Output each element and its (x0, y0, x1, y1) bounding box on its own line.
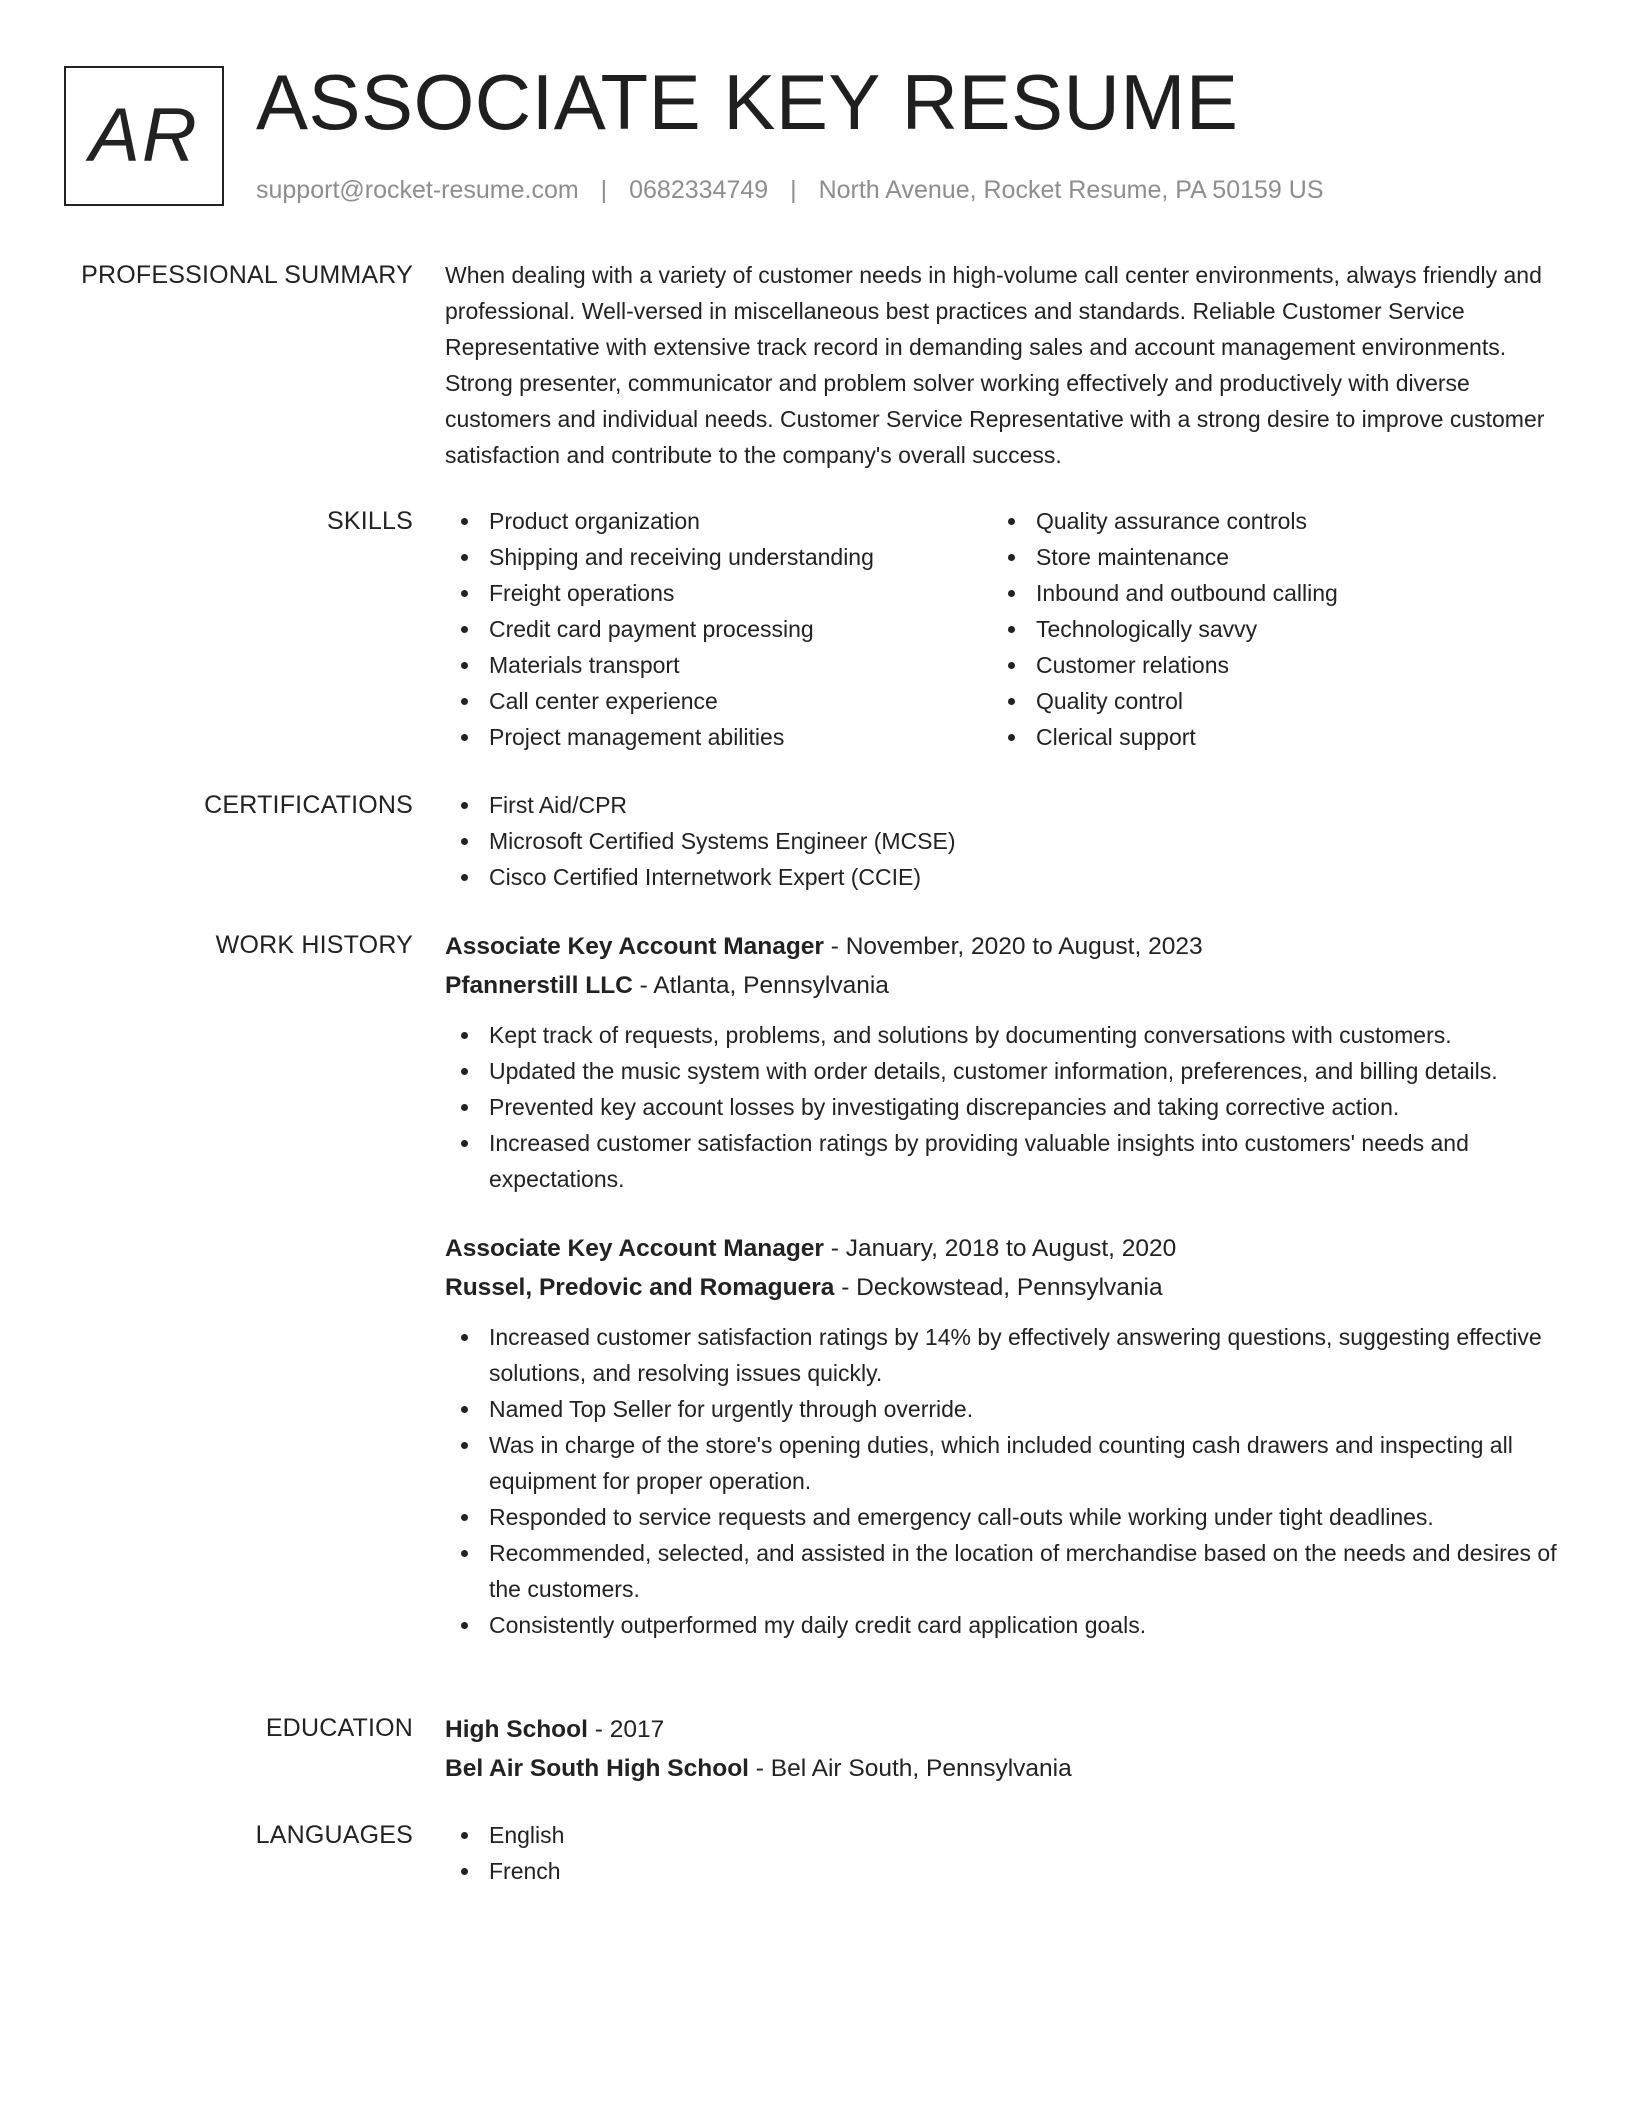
work-history-body (445, 927, 1560, 1643)
skill-item: Quality control (992, 683, 1539, 719)
job-title: Associate Key Account Manager (445, 1235, 824, 1262)
employer-name: Russel, Predovic and Romaguera (445, 1274, 835, 1301)
language-item: French (445, 1853, 1560, 1889)
contact-line (256, 173, 1324, 207)
summary-label: PROFESSIONAL SUMMARY (81, 261, 413, 289)
job-title: Associate Key Account Manager (445, 933, 824, 960)
skills-list-left (445, 503, 992, 755)
summary-text: When dealing with a variety of customer needs in high-volume call center environments, always friendly and professional. Well-versed in miscellaneous best practices and standards. Reliable Customer Service Representative with extensive track record in demanding sales and account management environments. Strong presenter, communicator and problem solver working effectively and productively with diverse customers and individual needs. Customer Service Representative with a strong desire to improve customer satisfaction and contribute to the company's overall success. (445, 262, 1545, 468)
education-body (445, 1710, 1560, 1788)
job-entry (445, 1229, 1560, 1643)
job-duty: Prevented key account losses by investigating discrepancies and taking corrective action. (445, 1089, 1560, 1125)
employer-location: - Atlanta, Pennsylvania (632, 972, 889, 999)
summary-body (445, 257, 1560, 473)
skill-item: Product organization (445, 503, 992, 539)
languages-label: LANGUAGES (255, 1821, 413, 1849)
skill-item: Customer relations (992, 647, 1539, 683)
certifications-body (445, 787, 1560, 895)
employer-name: Pfannerstill LLC (445, 972, 633, 999)
job-dates: - January, 2018 to August, 2020 (823, 1235, 1177, 1262)
graduation-year: - 2017 (587, 1716, 665, 1743)
work-history-label: WORK HISTORY (215, 931, 413, 959)
job-duty: Consistently outperformed my daily credit card application goals. (445, 1607, 1560, 1643)
job-duty: Kept track of requests, problems, and solutions by documenting conversations with customers. (445, 1017, 1560, 1053)
monogram-initials: AR (89, 92, 199, 178)
skill-item: Shipping and receiving understanding (445, 539, 992, 575)
skills-body (445, 503, 1560, 755)
skills-label: SKILLS (327, 507, 413, 535)
job-duty: Named Top Seller for urgently through override. (445, 1391, 1560, 1427)
skill-item: Inbound and outbound calling (992, 575, 1539, 611)
skill-item: Materials transport (445, 647, 992, 683)
languages-list (445, 1817, 1560, 1889)
school-name: Bel Air South High School (445, 1755, 749, 1782)
job-duty: Recommended, selected, and assisted in the location of merchandise based on the needs and desires of the customers. (445, 1535, 1560, 1607)
contact-address: North Avenue, Rocket Resume, PA 50159 US (818, 176, 1324, 204)
contact-phone: 0682334749 (629, 176, 769, 204)
skill-item: Store maintenance (992, 539, 1539, 575)
skill-item: Quality assurance controls (992, 503, 1539, 539)
skill-item: Technologically savvy (992, 611, 1539, 647)
job-entry (445, 927, 1560, 1197)
school-line (445, 1749, 1560, 1788)
employer-line (445, 1268, 1560, 1307)
job-duty: Increased customer satisfaction ratings by 14% by effectively answering questions, suggesting effective solutions, and resolving issues quickly. (445, 1319, 1560, 1391)
job-dates: - November, 2020 to August, 2023 (823, 933, 1203, 960)
employer-location: - Deckowstead, Pennsylvania (834, 1274, 1163, 1301)
skill-item: Freight operations (445, 575, 992, 611)
school-location: - Bel Air South, Pennsylvania (748, 1755, 1072, 1782)
certification-item: Cisco Certified Internetwork Expert (CCIE) (445, 859, 1560, 895)
certification-item: First Aid/CPR (445, 787, 1560, 823)
skill-item: Call center experience (445, 683, 992, 719)
skill-item: Clerical support (992, 719, 1539, 755)
job-duty: Increased customer satisfaction ratings by providing valuable insights into customers' needs and expectations. (445, 1125, 1560, 1197)
certifications-list (445, 787, 1560, 895)
job-duty: Was in charge of the store's opening duties, which included counting cash drawers and inspecting all equipment for proper operation. (445, 1427, 1560, 1499)
contact-email: support@rocket-resume.com (256, 176, 579, 204)
education-label: EDUCATION (265, 1714, 413, 1742)
degree: High School (445, 1716, 588, 1743)
job-title-line (445, 927, 1560, 966)
job-duties-list (445, 1319, 1560, 1643)
employer-line (445, 966, 1560, 1005)
resume-name: ASSOCIATE KEY RESUME (256, 58, 1239, 146)
monogram-box (64, 66, 224, 206)
job-duties-list (445, 1017, 1560, 1197)
degree-line (445, 1710, 1560, 1749)
skills-list-right (992, 503, 1539, 755)
job-title-line (445, 1229, 1560, 1268)
job-duty: Responded to service requests and emergency call-outs while working under tight deadlines. (445, 1499, 1560, 1535)
contact-separator: | (790, 176, 797, 204)
job-duty: Updated the music system with order details, customer information, preferences, and billing details. (445, 1053, 1560, 1089)
certification-item: Microsoft Certified Systems Engineer (MCSE) (445, 823, 1560, 859)
skill-item: Credit card payment processing (445, 611, 992, 647)
skill-item: Project management abilities (445, 719, 992, 755)
contact-separator: | (600, 176, 608, 204)
language-item: English (445, 1817, 1560, 1853)
certifications-label: CERTIFICATIONS (204, 791, 413, 819)
languages-body (445, 1817, 1560, 1889)
